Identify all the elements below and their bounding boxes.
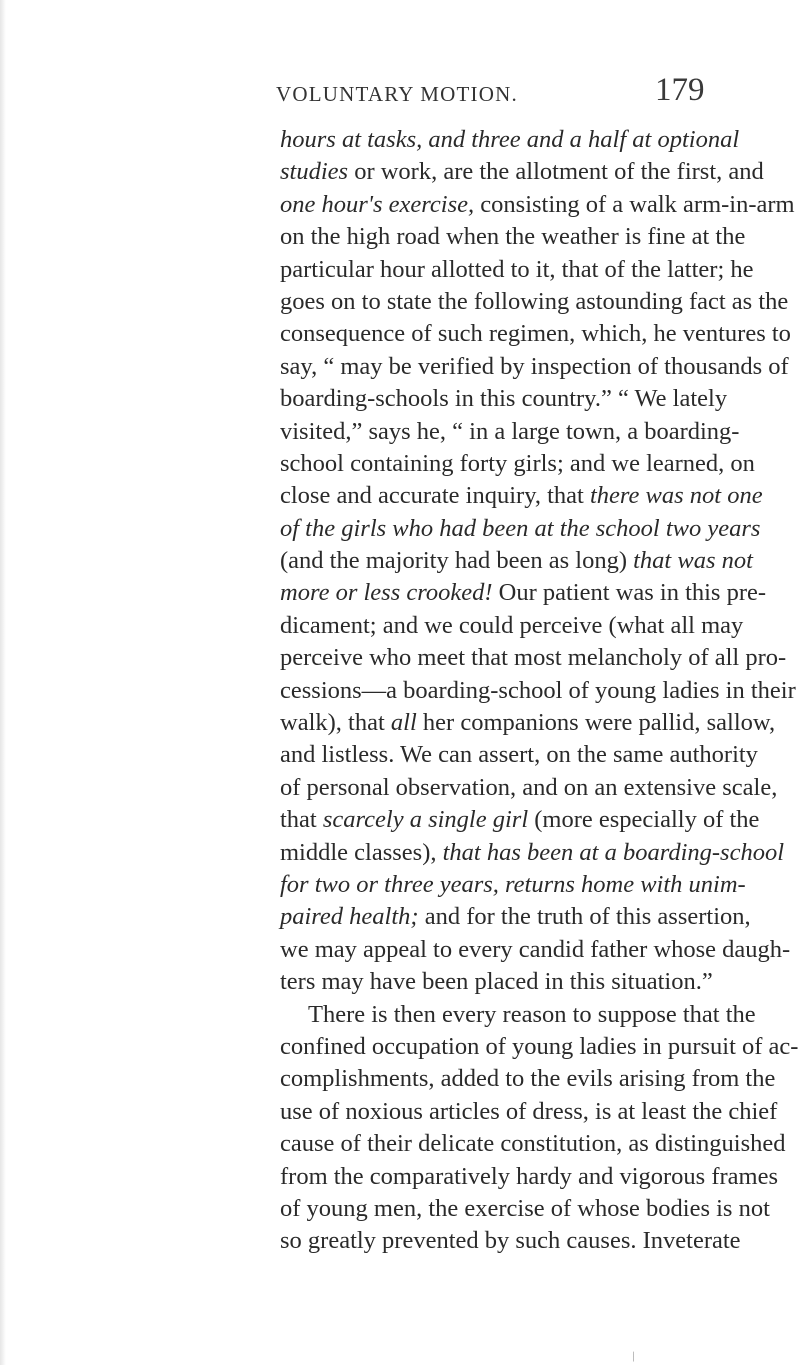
text-line bbox=[280, 837, 785, 869]
text-line: use of noxious articles of dress, is at least the chief bbox=[280, 1097, 778, 1125]
text-line: boarding-schools in this country.” “ We lately bbox=[280, 385, 728, 413]
italic-phrase: studies bbox=[280, 158, 349, 186]
text-line: complishments, added to the evils arising from the bbox=[280, 1065, 776, 1093]
text-line bbox=[280, 577, 767, 609]
text-run: (and the majority had been as long) bbox=[280, 547, 634, 575]
italic-phrase: hours at tasks, and three and a half at optional bbox=[280, 126, 740, 153]
text-run: walk), that bbox=[280, 709, 391, 737]
text-line: on the high road when the weather is fine at the bbox=[280, 223, 746, 251]
text-line: cessions—a boarding-school of young ladies in their bbox=[280, 676, 796, 704]
text-run: consisting of a walk arm-in-arm bbox=[474, 190, 795, 218]
text-line: visited,” says he, “ in a large town, a boarding- bbox=[280, 417, 740, 445]
text-line: There is then every reason to suppose that the bbox=[308, 1000, 756, 1028]
italic-phrase: one hour's exercise, bbox=[280, 190, 475, 218]
italic-phrase: that has been at a boarding-school bbox=[442, 838, 785, 866]
text-line: from the comparatively hardy and vigorous frames bbox=[280, 1162, 779, 1190]
text-run: that bbox=[280, 806, 323, 834]
text-line: perceive who meet that most melancholy of all pro- bbox=[280, 644, 787, 672]
text-line: school containing forty girls; and we learned, on bbox=[280, 449, 755, 477]
text-line: of young men, the exercise of whose bodies is not bbox=[280, 1194, 770, 1222]
text-run: close and accurate inquiry, that bbox=[280, 482, 590, 510]
text-line: confined occupation of young ladies in pursuit of ac- bbox=[280, 1032, 799, 1060]
text-line: say, “ may be verified by inspection of thousands of bbox=[280, 352, 789, 380]
text-line: cause of their delicate constitution, as distinguished bbox=[280, 1130, 786, 1158]
italic-phrase: all bbox=[390, 709, 417, 737]
text-line: so greatly prevented by such causes. Inveterate bbox=[280, 1227, 741, 1255]
binding-edge bbox=[0, 0, 6, 1365]
page-number: 179 bbox=[655, 72, 705, 108]
text-line: and listless. We can assert, on the same authority bbox=[280, 741, 758, 769]
italic-phrase: scarcely a single girl bbox=[322, 806, 529, 834]
text-run: (more especially of the bbox=[528, 806, 760, 834]
text-line bbox=[280, 707, 776, 739]
stray-mark: / bbox=[629, 1349, 639, 1366]
text-line: ters may have been placed in this situation.” bbox=[280, 968, 713, 996]
body-text bbox=[280, 124, 799, 1258]
text-line: goes on to state the following astounding fact as the bbox=[280, 287, 789, 315]
text-line: particular hour allotted to it, that of the latter; he bbox=[280, 255, 754, 283]
text-run: or work, are the allotment of the first, and bbox=[348, 158, 764, 186]
text-line: for two or three years, returns home with unim- bbox=[280, 870, 746, 898]
text-line: of the girls who had been at the school two years bbox=[280, 514, 761, 542]
text-line bbox=[280, 124, 740, 156]
text-line bbox=[280, 480, 763, 512]
italic-phrase: there was not one bbox=[589, 482, 763, 510]
text-line: consequence of such regimen, which, he ventures to bbox=[280, 320, 791, 348]
text-line: we may appeal to every candid father whose daugh- bbox=[280, 935, 791, 963]
text-line bbox=[280, 804, 760, 836]
text-line: dicament; and we could perceive (what all may bbox=[280, 611, 744, 639]
italic-phrase: more or less crooked! bbox=[280, 579, 493, 607]
text-run: and for the truth of this assertion, bbox=[418, 903, 751, 931]
text-line bbox=[280, 189, 795, 221]
italic-phrase: paired health; bbox=[280, 903, 419, 931]
text-run: middle classes), bbox=[280, 838, 443, 866]
text-run: Our patient was in this pre- bbox=[492, 579, 767, 607]
running-head-title: VOLUNTARY MOTION. bbox=[276, 82, 518, 106]
text-run: her companions were pallid, sallow, bbox=[416, 709, 776, 737]
text-line bbox=[280, 545, 753, 577]
italic-phrase: that was not bbox=[633, 547, 753, 575]
text-line bbox=[280, 156, 764, 188]
text-line: of personal observation, and on an extensive scale, bbox=[280, 773, 778, 801]
text-line bbox=[280, 901, 751, 933]
